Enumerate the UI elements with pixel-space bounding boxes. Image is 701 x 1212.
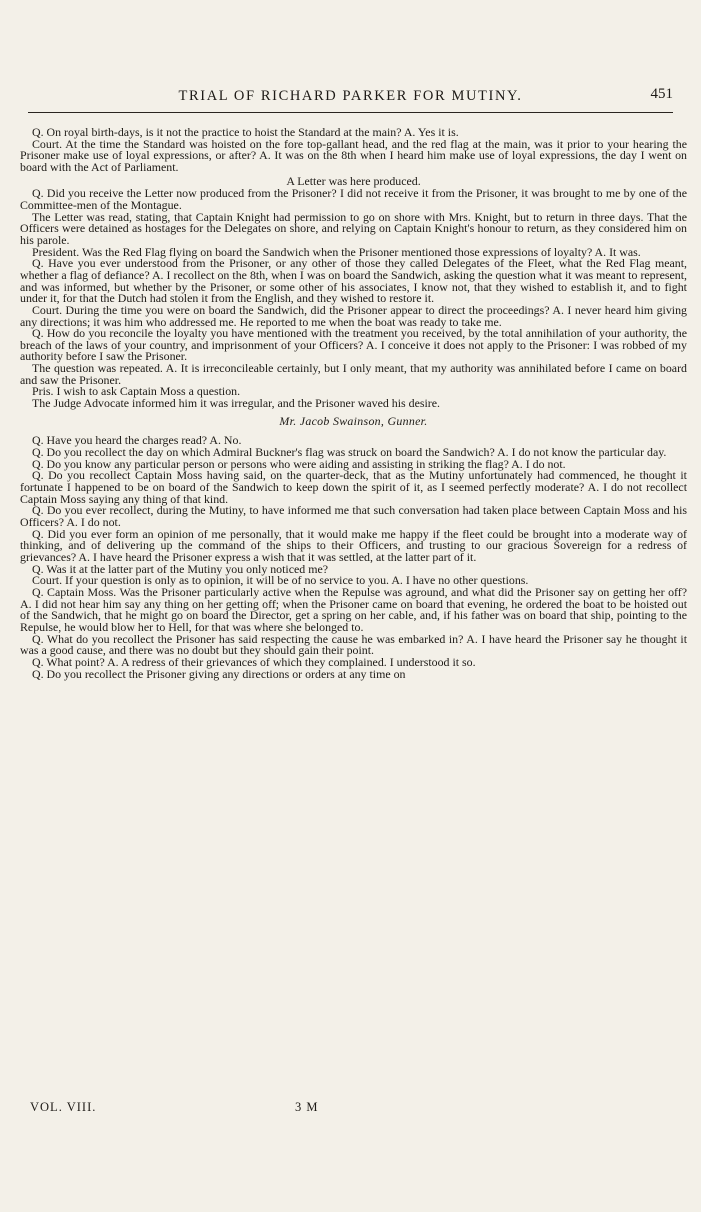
paragraph: Pris. I wish to ask Captain Moss a question. (32, 384, 241, 399)
paragraph: Q. Do you ever recollect, during the Mutiny, to have informed me that such conversation had taken place between Captain Moss and his Officers? A. I do not. (20, 503, 687, 529)
page-footer (30, 1100, 671, 1118)
paragraph: Q. What do you recollect the Prisoner has said respecting the cause he was embarked in? A. I have heard the Prisoner say he thought it was a good cause, and there was no doubt but they should gain their point. (20, 631, 687, 658)
paragraph: President. Was the Red Flag flying on board the Sandwich when the Prisoner mentioned those expressions of loyalty? A. It was. (32, 244, 641, 259)
volume-label: VOL. VIII. (30, 1100, 97, 1114)
paragraph: Q. Was it at the latter part of the Mutiny you only noticed me? (32, 561, 329, 576)
page-number: 451 (650, 86, 673, 102)
paragraph: The question was repeated. A. It is irreconcileable certainly, but I only meant, that my authority was annihilated before I came on board and saw the Prisoner. (20, 361, 687, 387)
paragraph: The Letter was read, stating, that Captain Knight had permission to go on shore with Mrs. Knight, but to return in three days. That the Officers were detained as hostages for the Delegates on shore, and relying on Captain Knight's honour to return, as they considered him on his parole. (20, 209, 687, 247)
paragraph: Q. Do you recollect the day on which Admiral Buckner's flag was struck on board the Sandwich? A. I do not know the particular day. (32, 445, 667, 460)
paragraph: Q. Do you recollect the Prisoner giving any directions or orders at any time on (32, 666, 406, 681)
paragraph: Court. At the time the Standard was hoisted on the fore top-gallant head, and the red flag at the main, was it prior to your hearing the Prisoner make use of loyal expressions, or after? A. It was on the 8th when I heard him make use of loyal expressions, the day I went on board with the Act of Parliament. (20, 136, 687, 174)
paragraph: Court. During the time you were on board the Sandwich, did the Prisoner appear to direct the proceedings? A. I never heard him giving any directions; it was him who addressed me. He reported to me when the boat was ready to take me. (20, 302, 687, 329)
page-header (28, 88, 673, 113)
paragraph: Q. Did you ever form an opinion of me personally, that it would make me happy if the fleet could be brought into a moderate way of thinking, and of delivering up the command of the ships to their Officers, and trusting to our gracious Sovereign for a redress of grievances? A. I have heard the Prisoner express a wish that it was settled, at the latter part of it. (20, 526, 687, 564)
paragraph: Q. How do you reconcile the loyalty you have mentioned with the treatment you received, by the total annihilation of your authority, the breach of the laws of your country, and imprisonment of your Officers? A. I conceive it does not apply to the Prisoner: I was robbed of my authority before I saw the Prisoner. (20, 326, 687, 364)
witness-heading: Mr. Jacob Swainson, Gunner. (279, 413, 428, 428)
paragraph-note: A Letter was here produced. (286, 173, 421, 188)
paragraph: Q. Do you recollect Captain Moss having said, on the quarter-deck, that as the Mutiny unfortunately had commenced, he thought it fortunate I happened to be on board of the Sandwich to keep down the spirit of it, as I seemed perfectly moderate? A. I do not recollect Captain Moss saying any thing of that kind. (20, 468, 687, 506)
paragraph: Q. Captain Moss. Was the Prisoner particularly active when the Repulse was aground, and what did the Prisoner say on getting her off? A. I did not hear him say any thing on her getting off; when the Prisoner came on board that evening, he ordered the boat to be hoisted out of the Sandwich, that he might go on board the Director, get a spring on her cable, and, if his father was on board that ship, pointing to the Repulse, he would blow her to Hell, for that was where she belonged to. (20, 584, 687, 634)
paragraph: Q. What point? A. A redress of their grievances of which they complained. I understood it so. (32, 654, 476, 669)
paragraph: Court. If your question is only as to opinion, it will be of no service to you. A. I have no other questions. (32, 573, 529, 588)
paragraph: Q. Did you receive the Letter now produced from the Prisoner? I did not receive it from the Prisoner, it was brought to me by one of the Committee-men of the Montague. (20, 186, 687, 212)
running-title: TRIAL OF RICHARD PARKER FOR MUTINY. (178, 88, 523, 104)
paragraph: Q. Have you heard the charges read? A. No. (32, 433, 242, 448)
paragraph: The Judge Advocate informed him it was irregular, and the Prisoner waved his desire. (32, 396, 440, 411)
paragraph: Q. On royal birth-days, is it not the practice to hoist the Standard at the main? A. Yes it is. (32, 125, 459, 139)
paragraph: Q. Have you ever understood from the Prisoner, or any other of those they called Delegates of the Fleet, what the Red Flag meant, whether a flag of defiance? A. I recollect on the 8th, when I was on board the Sandwich, asking the question what it was meant to represent, and was informed, but whether by the Prisoner, or some other of his associates, I know not, that they wished to establish it, and to fight under it, for that the Dutch had stolen it from the English, and they wished to restore it. (20, 256, 687, 306)
page-body (20, 127, 687, 680)
signature-mark: 3 M (295, 1100, 319, 1114)
paragraph: Q. Do you know any particular person or persons who were aiding and assisting in striking the flag? A. I do not. (32, 456, 566, 471)
